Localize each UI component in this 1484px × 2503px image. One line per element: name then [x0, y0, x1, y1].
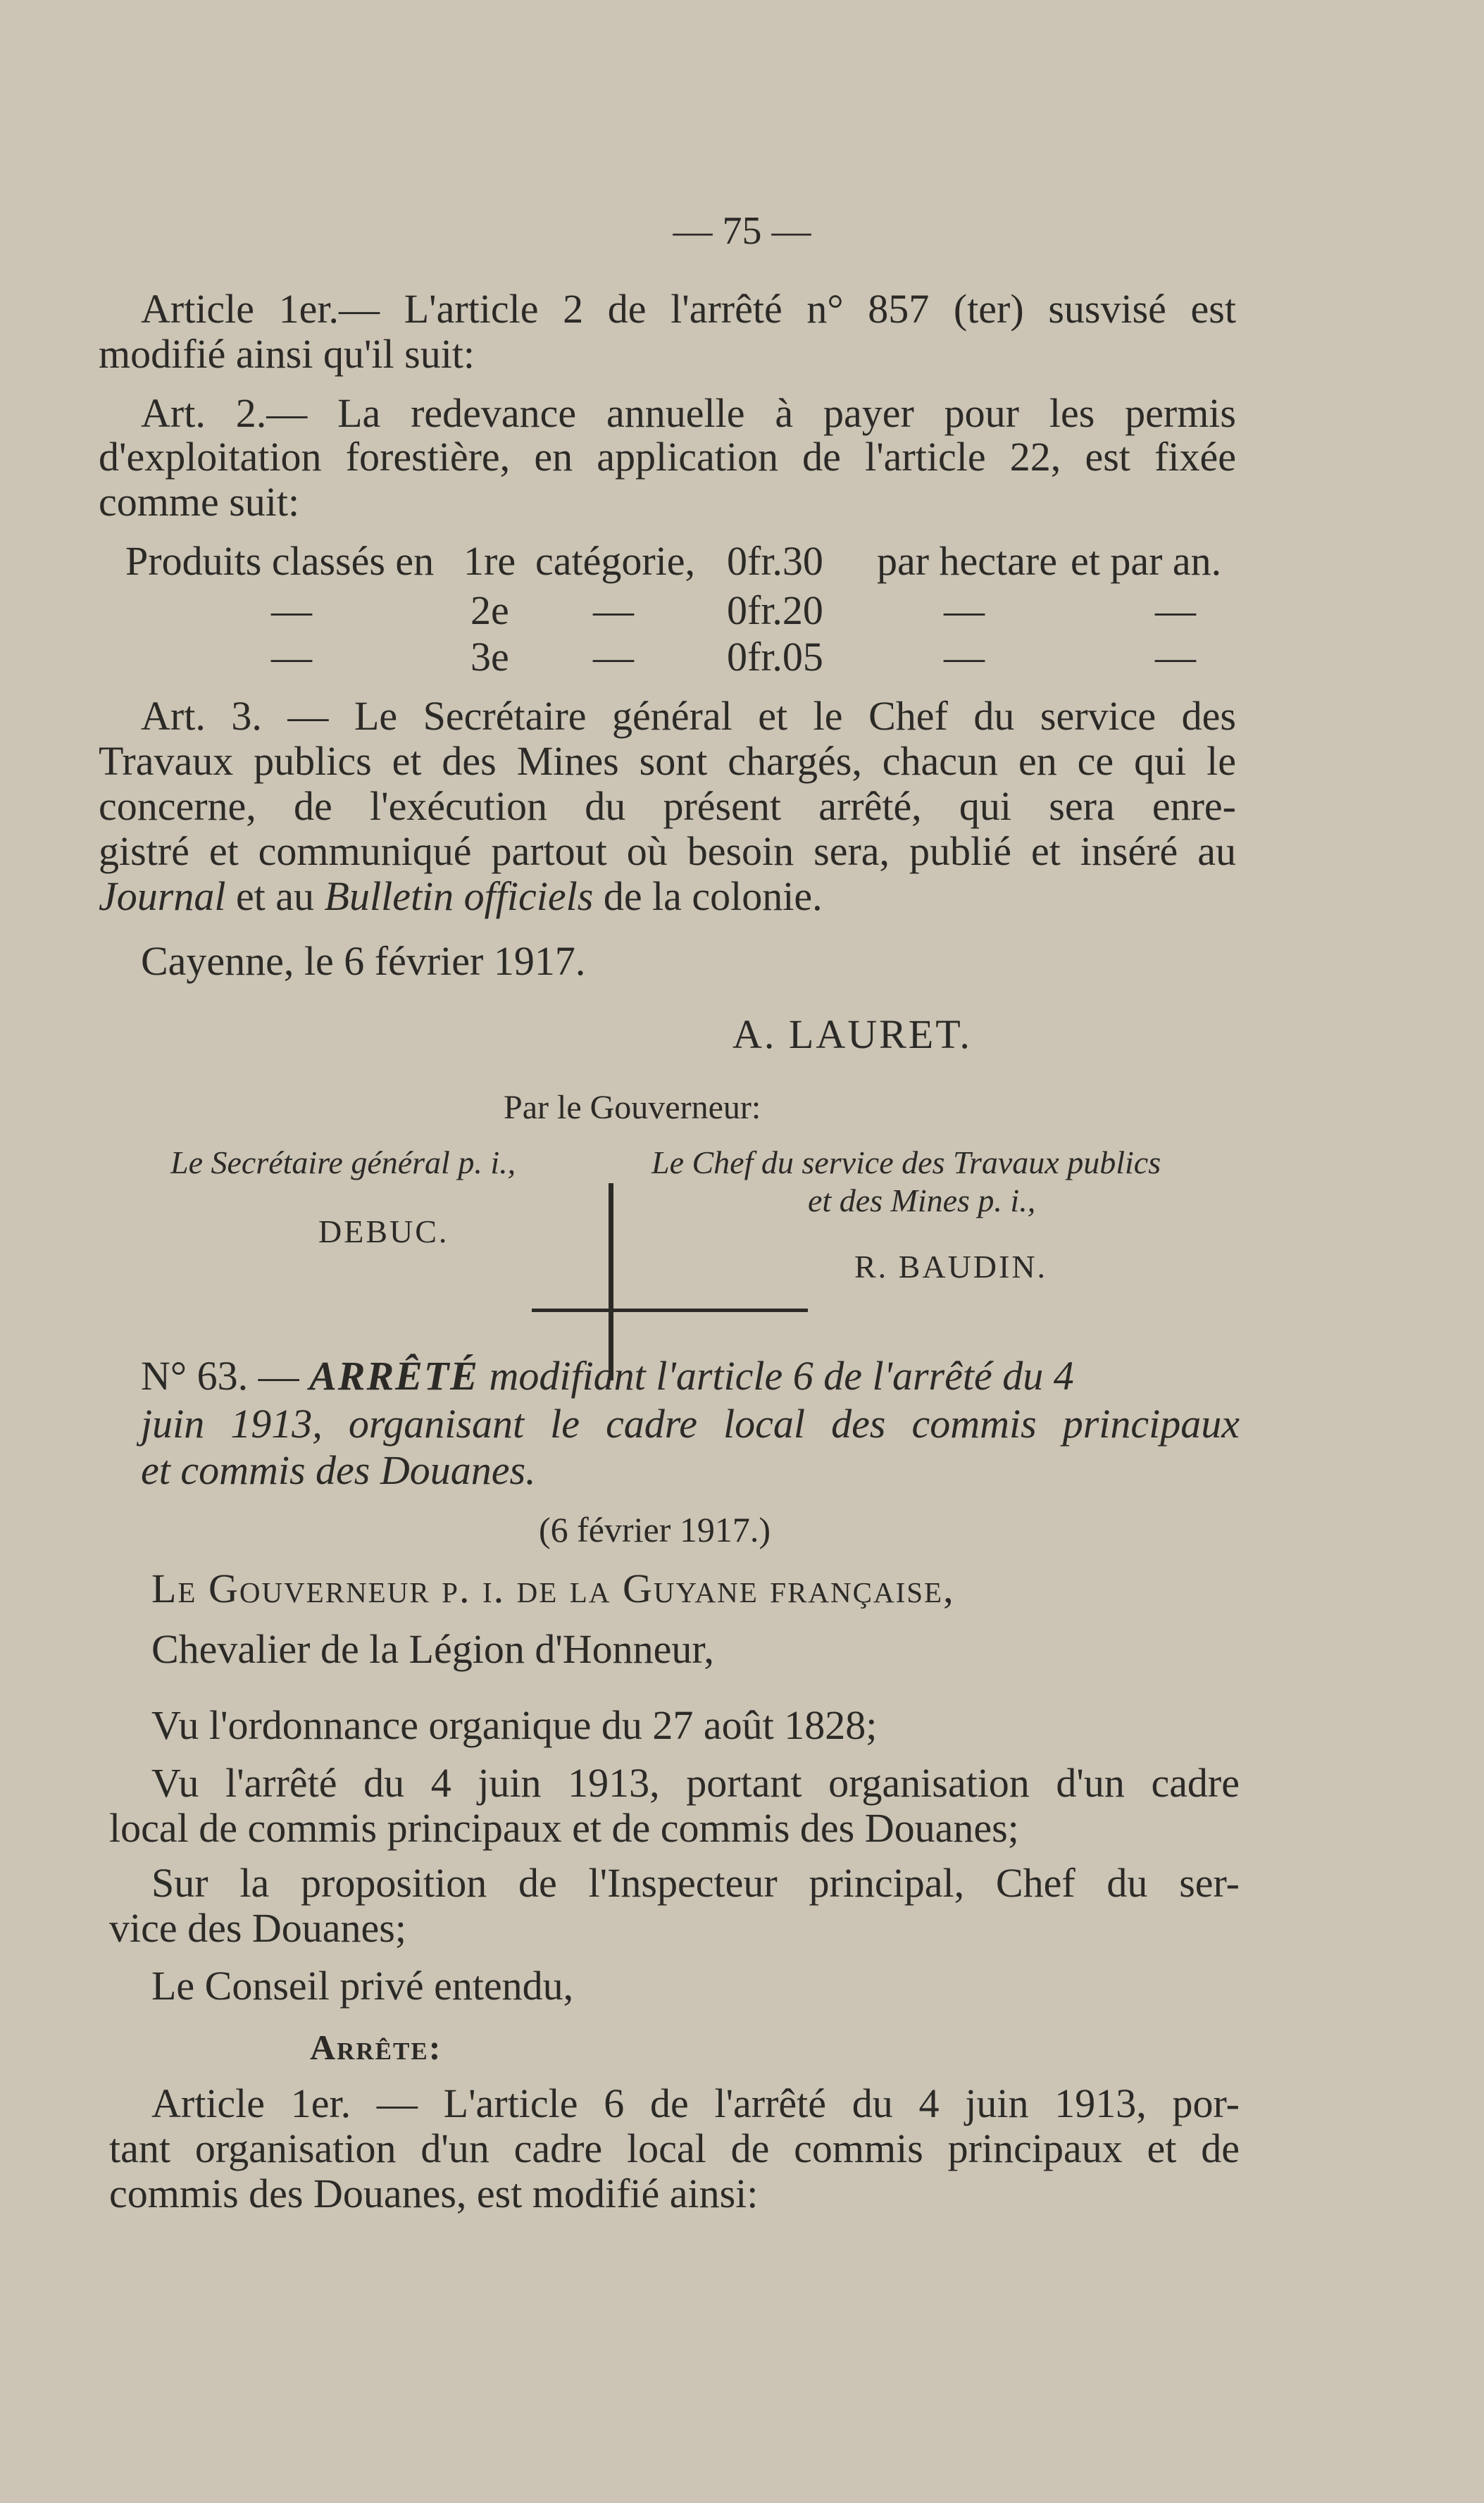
rate-row-3-amount: 0fr.05	[727, 634, 823, 680]
preamble-proposition-line-1: Sur la proposition de l'Inspecteur principal, Chef du ser-	[151, 1860, 1240, 1906]
journal-word: Journal	[99, 873, 226, 919]
article-3-line-3: concerne, de l'exécution du présent arrêté, qui sera enre-	[99, 783, 1236, 829]
preamble-vu-arrete-line-2: local de commis principaux et de commis des Douanes;	[109, 1805, 1019, 1851]
rate-row-2-label: —	[271, 587, 312, 633]
line-5-mid: et au	[225, 873, 325, 919]
rate-row-3-unit: —	[944, 634, 985, 680]
rate-row-1-category-word: catégorie,	[535, 538, 696, 584]
rate-row-1-unit: par hectare	[877, 538, 1057, 584]
decree-date: (6 février 1917.)	[539, 1510, 771, 1549]
rate-row-3-unit-2: —	[1155, 634, 1196, 680]
page-number: — 75 —	[673, 209, 811, 253]
final-article-line-3: commis des Douanes, est modifié ainsi:	[109, 2171, 759, 2216]
rate-row-1-label: Produits classés en	[125, 538, 435, 584]
right-signatory-title-1: Le Chef du service des Travaux publics	[651, 1144, 1161, 1180]
rate-row-1-unit-2: et par an.	[1071, 538, 1222, 584]
decree-heading-line-1	[141, 1353, 1074, 1399]
bulletin-words: Bulletin officiels	[324, 873, 594, 919]
rate-row-1-amount: 0fr.30	[727, 538, 823, 584]
article-2-line-2: d'exploitation forestière, en application de l'article 22, est fixée	[99, 434, 1236, 480]
governor-signature: A. LAURET.	[732, 1011, 972, 1057]
separator-horizontal-rule	[532, 1309, 808, 1312]
rate-row-3-label: —	[271, 634, 312, 680]
rate-row-1-category: 1re	[463, 538, 516, 584]
article-1-line-1: Article 1er.— L'article 2 de l'arrêté n° 857 (ter) susvisé est	[141, 286, 1236, 332]
right-signatory-name: R. BAUDIN.	[854, 1249, 1048, 1285]
place-date: Cayenne, le 6 février 1917.	[141, 938, 586, 984]
article-2-line-1: Art. 2.— La redevance annuelle à payer pour les permis	[141, 390, 1236, 436]
rate-row-3-category: 3e	[470, 634, 509, 680]
preamble-gouverneur: Le Gouverneur p. i. de la Guyane française,	[151, 1566, 955, 1611]
rate-row-2-amount: 0fr.20	[727, 587, 823, 633]
final-article-line-1: Article 1er. — L'article 6 de l'arrêté du 4 juin 1913, por-	[151, 2080, 1240, 2126]
rate-row-2-category-word: —	[593, 587, 634, 633]
article-3-line-5	[99, 873, 823, 919]
arrete-heading: Arrête:	[310, 2028, 442, 2067]
preamble-chevalier: Chevalier de la Légion d'Honneur,	[151, 1626, 714, 1672]
decree-title-part-1: modifiant l'article 6 de l'arrêté du 4	[489, 1353, 1074, 1399]
line-5-end: de la colonie.	[593, 873, 823, 919]
decree-heading-line-2: juin 1913, organisant le cadre local des commis principaux	[141, 1401, 1240, 1447]
separator-vertical-rule	[609, 1183, 613, 1380]
article-3-line-2: Travaux publics et des Mines sont chargés, chacun en ce qui le	[99, 738, 1236, 784]
article-3-line-1: Art. 3. — Le Secrétaire général et le Chef du service des	[141, 693, 1236, 739]
rate-row-2-unit-2: —	[1155, 587, 1196, 633]
rate-row-2-category: 2e	[470, 587, 509, 633]
rate-row-3-category-word: —	[593, 634, 634, 680]
preamble-proposition-line-2: vice des Douanes;	[109, 1905, 406, 1951]
article-1-line-2: modifié ainsi qu'il suit:	[99, 331, 475, 377]
preamble-vu-ordonnance: Vu l'ordonnance organique du 27 août 1828;	[151, 1702, 878, 1748]
rate-row-2-unit: —	[944, 587, 985, 633]
final-article-line-2: tant organisation d'un cadre local de commis principaux et de	[109, 2126, 1240, 2171]
preamble-conseil: Le Conseil privé entendu,	[151, 1963, 574, 2009]
decree-number: N° 63. —	[141, 1353, 299, 1399]
par-le-gouverneur: Par le Gouverneur:	[504, 1089, 761, 1126]
left-signatory-title: Le Secrétaire général p. i.,	[170, 1144, 516, 1180]
left-signatory-name: DEBUC.	[318, 1213, 449, 1249]
decree-heading-line-3: et commis des Douanes.	[141, 1447, 536, 1493]
right-signatory-title-2: et des Mines p. i.,	[808, 1182, 1036, 1218]
article-3-line-4: gistré et communiqué partout où besoin sera, publié et inséré au	[99, 828, 1236, 874]
preamble-vu-arrete-line-1: Vu l'arrêté du 4 juin 1913, portant organisation d'un cadre	[151, 1760, 1240, 1806]
article-2-line-3: comme suit:	[99, 479, 300, 525]
decree-arrete-word: ARRÊTÉ	[309, 1353, 479, 1399]
